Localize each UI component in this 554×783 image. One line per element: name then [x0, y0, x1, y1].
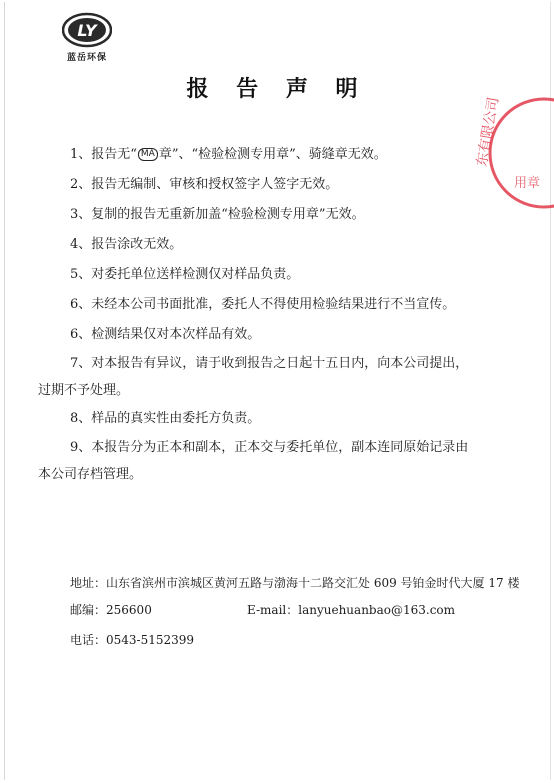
logo-company-name: 蓝岳环保	[66, 53, 107, 63]
clause-6: 6、未经本公司书面批准，委托人不得使用检验结果进行不当宣传。	[70, 297, 456, 312]
company-logo	[52, 12, 122, 62]
clause-2: 2、报告无编制、审核和授权签字人签字无效。	[70, 177, 339, 192]
clause-9: 9、本报告分为正本和副本，正本交与委托单位，副本连同原始记录由 本公司存档管理。	[38, 440, 469, 482]
clause-1: 1、报告无“ MA 章”、“检验检测专用章”、骑缝章无效。	[70, 147, 387, 162]
logo-mark-icon	[62, 12, 112, 48]
ma-mark-icon: MA	[138, 148, 158, 161]
address-label: 地址：	[70, 576, 107, 590]
phone-label: 电话：	[70, 633, 107, 647]
clause-7: 7、对本报告有异议，请于收到报告之日起十五日内，向本公司提出， 过期不予处理。	[38, 356, 469, 398]
phone-line	[70, 631, 530, 648]
clause-5: 5、对委托单位送样检测仅对样品负责。	[70, 267, 300, 282]
address-value: 山东省滨州市滨城区黄河五路与渤海十二路交汇处 609 号铂金时代大厦 17 楼	[106, 576, 520, 590]
address-line	[70, 574, 530, 591]
email-value: lanyuehuanbao@163.com	[298, 603, 456, 617]
email-line	[247, 601, 527, 618]
clause-3: 3、复制的报告无重新加盖“检验检测专用章”无效。	[70, 207, 365, 222]
svg-text:东有限公司: 东有限公司	[474, 95, 503, 168]
email-label: E-mail：	[247, 603, 299, 617]
svg-text:用章: 用章	[514, 176, 541, 191]
logo-monogram: LY	[77, 21, 97, 40]
phone-value: 0543-5152399	[106, 633, 195, 647]
postcode-label: 邮编：	[70, 603, 107, 617]
page-title: 报 告 声 明	[186, 77, 368, 102]
clause-6b: 6、检测结果仅对本次样品有效。	[70, 327, 261, 342]
clause-8: 8、样品的真实性由委托方负责。	[70, 411, 261, 426]
clause-4: 4、报告涂改无效。	[70, 237, 183, 252]
postcode-value: 256600	[106, 603, 152, 617]
statement-clauses	[38, 140, 510, 488]
